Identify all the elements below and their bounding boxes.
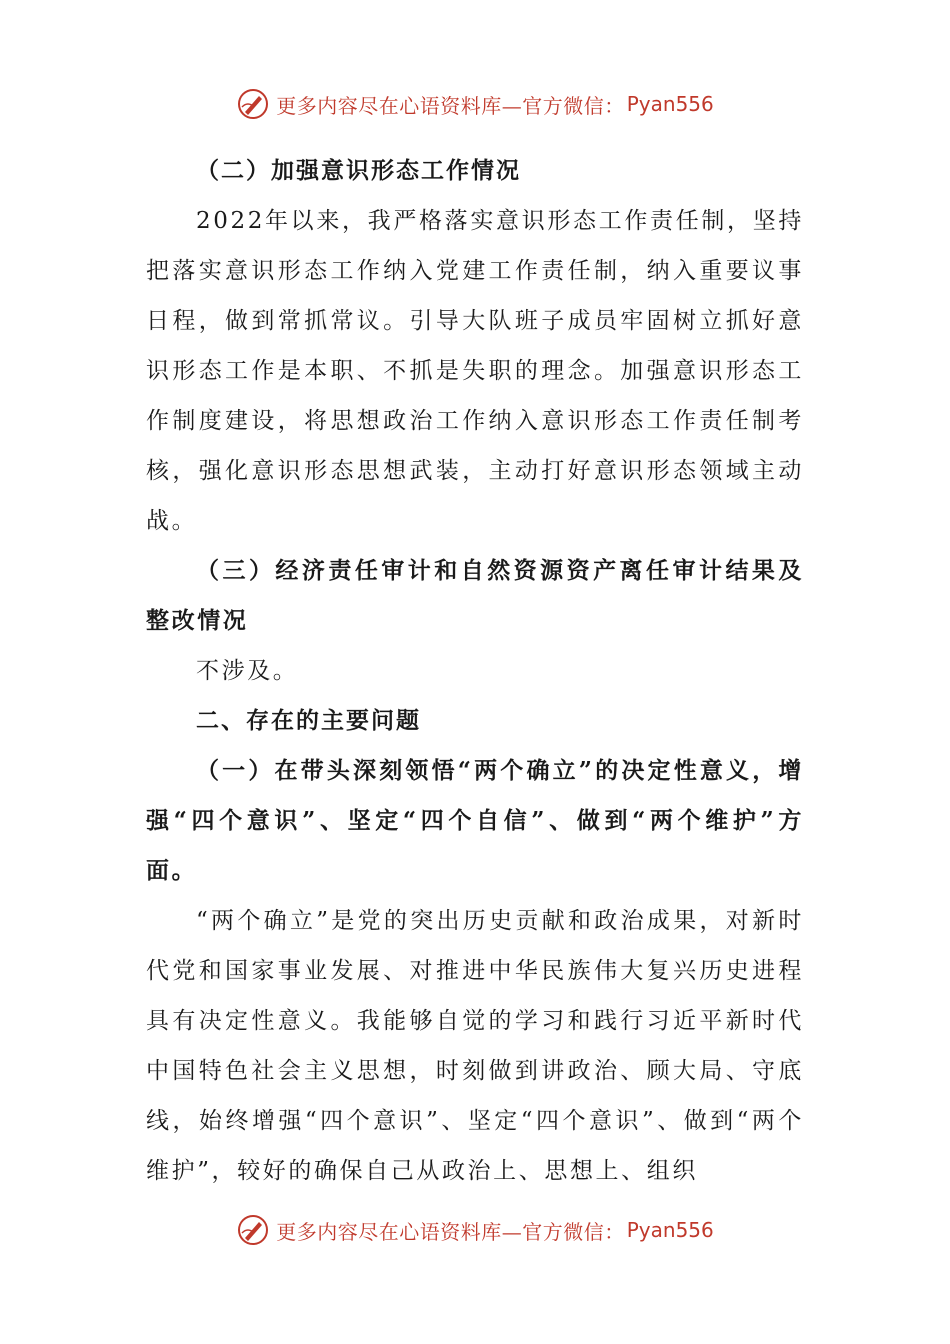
problem-heading-1: （一）在带头深刻领悟“两个确立”的决定性意义，增强“四个意识”、坚定“四个自信”、做到“两个维护”方面。 — [146, 757, 804, 884]
section-heading-2: （二）加强意识形态工作情况 — [196, 157, 521, 184]
problem-body-1: “两个确立”是党的突出历史贡献和政治成果，对新时代党和国家事业发展、对推进中华民族伟大复兴历史进程具有决定性意义。我能够自觉的学习和践行习近平新时代中国特色社会主义思想，时刻做到讲政治、顾大局、守底线，始终增强“四个意识”、坚定“四个意识”、做到“两个维护”，较好的确保自己从政治上、思想上、组织 — [146, 908, 804, 1184]
document-body — [146, 146, 804, 1196]
section-body-2: 2022年以来，我严格落实意识形态工作责任制，坚持把落实意识形态工作纳入党建工作责任制，纳入重要议事日程，做到常抓常议。引导大队班子成员牢固树立抓好意识形态工作是本职、不抓是失职的理念。加强意识形态工作制度建设，将思想政治工作纳入意识形态工作责任制考核，强化意识形态思想武装，主动打好意识形态领域主动战。 — [146, 208, 804, 534]
watermark-id: Pyan556 — [626, 92, 714, 116]
part-heading-2: 二、存在的主要问题 — [196, 707, 421, 734]
section-heading-3: （三）经济责任审计和自然资源资产离任审计结果及整改情况 — [146, 557, 804, 634]
watermark-text: 更多内容尽在心语资料库—官方微信： — [276, 93, 625, 118]
watermark-id: Pyan556 — [626, 1218, 714, 1242]
pen-logo-icon — [236, 87, 270, 121]
pen-logo-icon — [236, 1213, 270, 1247]
section-body-3: 不涉及。 — [196, 658, 299, 684]
watermark-header — [0, 84, 950, 124]
watermark-footer — [0, 1210, 950, 1250]
watermark-text: 更多内容尽在心语资料库—官方微信： — [276, 1219, 625, 1244]
